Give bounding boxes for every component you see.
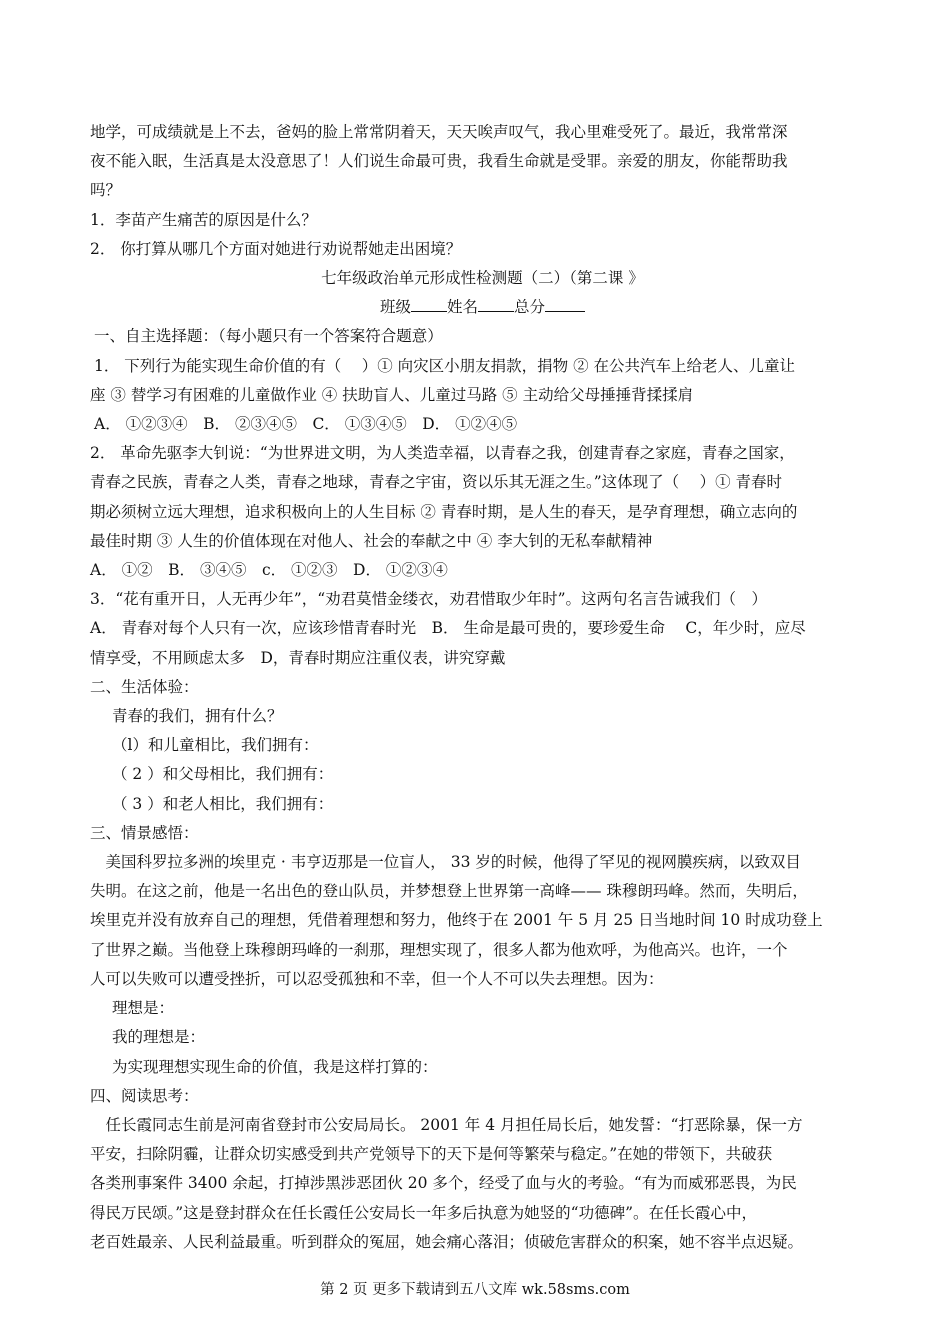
text-line: 人可以失败可以遭受挫折，可以忍受孤独和不幸，但一个人不可以失去理想。因为： [90, 969, 664, 988]
text-line: 最佳时期 ③ 人生的价值体现在对他人、社会的奉献之中 ④ 李大钊的无私奉献精神 [90, 531, 653, 550]
text-line: 期必须树立远大理想，追求积极向上的人生目标 ② 青春时期，是人生的春天，是孕育理想，确立志向的 [90, 502, 798, 521]
answer-prompt: 理想是： [112, 999, 175, 1018]
text-line: 美国科罗拉多洲的埃里克 · 韦亨迈那是一位盲人， 33 岁的时候，他得了罕见的视网膜疾病，以致双目 [90, 853, 801, 872]
options-line: A． 青春对每个人只有一次，应该珍惜青春时光 B． 生命是最可贵的，要珍爱生命 C，年少时，应尽 [90, 619, 806, 638]
text-line: 埃里克并没有放弃自己的理想，凭借着理想和努力，他终于在 2001 午 5 月 25 日当地时间 10 时成功登上 [90, 911, 823, 930]
answer-prompt: 为实现理想实现生命的价值，我是这样打算的： [112, 1057, 438, 1076]
answer-prompt: （ 3 ）和老人相比，我们拥有： [112, 794, 334, 813]
question-line: 青春的我们，拥有什么？ [112, 707, 283, 726]
exam-title: 七年级政治单元形成性检测题（二）（第二课 》 [321, 269, 644, 288]
text-line: 得民万民颂。”这是登封群众在任长霞任公安局长一年多后执意为她竖的“功德碑”。在任长霞心中， [90, 1203, 758, 1222]
text-line: 了世界之巅。当他登上珠穆朗玛峰的一刹那，理想实现了，很多人都为他欢呼，为他高兴。也许，一个 [90, 940, 788, 959]
exam-info-line [90, 293, 875, 322]
question-line: 2． 你打算从哪几个方面对她进行劝说帮她走出困境？ [90, 239, 462, 258]
score-blank[interactable] [545, 295, 585, 312]
text-line: 座 ③ 替学习有困难的儿童做作业 ④ 扶助盲人、儿童过马路 ⑤ 主动给父母捶捶背揉揉肩 [90, 385, 694, 404]
section-heading: 二、生活体验： [90, 677, 199, 696]
text-line: 地学，可成绩就是上不去，爸妈的脸上常常阴着天，天天唉声叹气，我心里难受死了。最近，我常常深 [90, 123, 788, 141]
name-label: 姓名 [446, 298, 478, 317]
answer-prompt: 我的理想是： [112, 1028, 206, 1047]
section-heading: 四、阅读思考： [90, 1086, 199, 1105]
document-page [90, 118, 875, 1257]
text-line: 夜不能入眠，生活真是太没意思了！人们说生命最可贵，我看生命就是受罪。亲爱的朋友，你能帮助我 [90, 152, 788, 171]
answer-prompt: （ 2 ）和父母相比，我们拥有： [112, 765, 334, 784]
section-heading: 一、自主选择题：（每小题只有一个答案符合题意） [94, 327, 443, 346]
section-life-experience [90, 673, 875, 819]
text-line: 各类刑事案件 3400 余起，打掉涉黑涉恶团伙 20 多个，经受了血与火的考验。“有为而威邪恶畏，为民 [90, 1174, 797, 1193]
section-reading [90, 1082, 875, 1257]
options-line: A． ①② B． ③④⑤ c． ①②③ D． ①②③④ [90, 561, 448, 580]
section-heading: 三、情景感悟： [90, 823, 199, 842]
page-footer: 第 2 页 更多下载请到五八文库 wk.58sms.com [320, 1282, 630, 1298]
section-choice [90, 322, 875, 672]
text-line: 平安，扫除阴霾，让群众切实感受到共产党领导下的天下是何等繁荣与稳定。”在她的带领下，共破获 [90, 1145, 773, 1164]
text-line: 任长霞同志生前是河南省登封市公安局局长。 2001 年 4 月担任局长后，她发誓：“打恶除暴，保一方 [90, 1115, 803, 1134]
options-line: 情享受，不用顾虑太多 D，青春时期应注重仪表，讲究穿戴 [90, 648, 506, 667]
text-line: 吗？ [90, 181, 122, 200]
options-line: A． ①②③④ B． ②③④⑤ C． ①③④⑤ D． ①②④⑤ [94, 415, 518, 434]
text-line: 3．“花有重开日，人无再少年”，“劝君莫惜金缕衣，劝君惜取少年时”。这两句名言告诫我们（ ） [90, 590, 768, 609]
class-label: 班级 [379, 298, 411, 317]
text-line: 1． 下列行为能实现生命价值的有（ ）① 向灾区小朋友捐款，捐物 ② 在公共汽车上给老人、儿童让 [94, 356, 795, 375]
text-line: 青春之民族，青春之人类，青春之地球，青春之宇宙，资以乐其无涯之生。”这体现了（ ）① 青春时 [90, 473, 783, 492]
score-label: 总分 [514, 298, 546, 317]
text-line: 失明。在这之前，他是一名出色的登山队员，并梦想登上世界第一高峰—— 珠穆朗玛峰。然而，失明后， [90, 882, 808, 901]
class-blank[interactable] [411, 295, 447, 312]
text-line: 2． 革命先驱李大钊说：“为世界进文明，为人类造幸福，以青春之我，创建青春之家庭，青春之国家， [90, 444, 795, 463]
name-blank[interactable] [478, 295, 514, 312]
text-line: 老百姓最亲、人民利益最重。听到群众的冤屈，她会痛心落泪；侦破危害群众的积案，她不容半点迟疑。 [90, 1232, 804, 1251]
question-line: 1．李苗产生痛苦的原因是什么？ [90, 210, 317, 229]
section-scenario [90, 819, 875, 1082]
answer-prompt: （l）和儿童相比，我们拥有： [112, 736, 319, 755]
intro-block [90, 118, 875, 264]
